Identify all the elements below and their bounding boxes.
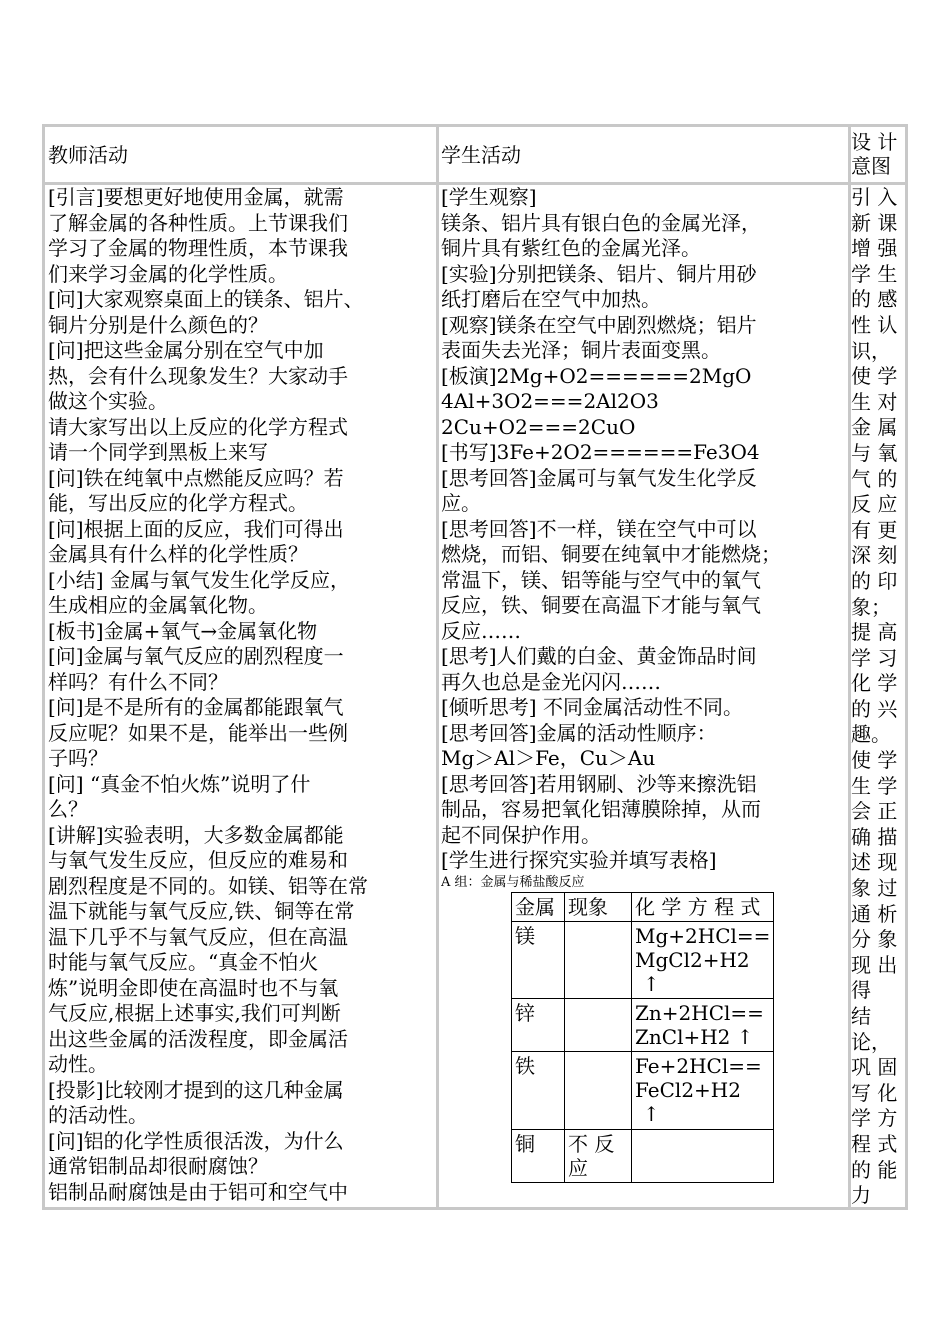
student-line: [实验]分别把镁条、铝片、铜片用砂 <box>441 261 757 286</box>
student-line: [学生进行探究实验并填写表格] <box>441 848 717 872</box>
teacher-line: 了解金属的各种性质。上节课我们 <box>48 210 348 235</box>
design-line: 的 感 <box>851 287 898 312</box>
teacher-line: 能，写出反应的化学方程式。 <box>48 491 308 515</box>
teacher-line: 温下就能与氧气反应,铁、铜等在常 <box>48 899 355 923</box>
design-line: 使 学 <box>851 748 898 773</box>
col-header-phenomenon: 现象 <box>565 893 632 922</box>
design-line: 力 <box>851 1183 871 1207</box>
design-line: 提 高 <box>851 620 898 645</box>
reaction-table-header <box>512 893 774 922</box>
design-line: 学 生 <box>851 261 898 286</box>
teacher-line: [小结] 金属与氧气发生化学反应， <box>48 567 350 592</box>
design-line: 的 兴 <box>851 696 898 721</box>
equation-line: Zn+2HCl== <box>635 1001 764 1025</box>
equation-cell <box>632 922 774 999</box>
equation-cell <box>632 1052 774 1130</box>
design-line: 学 方 <box>851 1106 898 1131</box>
student-line: 燃烧，而铝、铜要在纯氧中才能燃烧； <box>441 542 781 566</box>
teacher-line: [问]是不是所有的金属都能跟氧气 <box>48 695 344 719</box>
teacher-line: 反应呢？如果不是，能举出一些例 <box>48 720 348 745</box>
design-line: 的 能 <box>851 1157 898 1182</box>
equation-line: Fe+2HCl== <box>635 1054 762 1078</box>
design-line: 趣。 <box>851 722 891 747</box>
teacher-line: 铝制品耐腐蚀是由于铝可和空气中 <box>48 1179 348 1204</box>
student-header: 学生活动 <box>441 143 521 167</box>
equation-line: ZnCl+H2 ↑ <box>635 1025 754 1049</box>
reaction-table <box>511 892 774 1183</box>
teacher-line: 样吗？有什么不同？ <box>48 669 228 694</box>
student-line: 镁条、铝片具有银白色的金属光泽， <box>441 210 761 235</box>
design-line: 程 式 <box>851 1131 898 1156</box>
teacher-line: 请大家写出以上反应的化学方程式 <box>48 414 348 439</box>
teacher-line: [问] “真金不怕火炼”说明了什 <box>48 771 311 796</box>
teacher-line: [问]把这些金属分别在空气中加 <box>48 338 324 362</box>
student-line: [思考回答]若用钢刷、沙等来擦洗铝 <box>441 771 757 796</box>
metal-cell: 锌 <box>512 999 565 1052</box>
design-line: 增 强 <box>851 236 898 261</box>
design-line: 现 出 <box>851 952 898 977</box>
teacher-line: [问]铝的化学性质很活泼，为什么 <box>48 1128 344 1153</box>
design-line: 象 过 <box>851 876 898 901</box>
teacher-line: 子吗？ <box>48 746 108 770</box>
design-line: 使 学 <box>851 364 898 389</box>
student-line: 制品，容易把氧化铝薄膜除掉，从而 <box>441 797 761 821</box>
design-header-line: 设 计 <box>851 130 898 154</box>
design-line: 写 化 <box>851 1080 898 1105</box>
metal-cell: 镁 <box>512 922 565 999</box>
design-line: 化 学 <box>851 671 898 696</box>
design-header-line: 意图 <box>851 154 891 178</box>
student-line: 应。 <box>441 491 481 515</box>
design-header <box>851 130 906 178</box>
design-line: 性 认 <box>851 312 898 337</box>
teacher-line: 温下几乎不与氧气反应，但在高温 <box>48 924 348 949</box>
design-intent <box>851 185 907 1207</box>
equation-line: Mg+2HCl== <box>635 924 771 948</box>
teacher-line: [板书]金属+氧气→金属氧化物 <box>48 618 318 643</box>
teacher-line: 剧烈程度是不同的。如镁、铝等在常 <box>48 873 368 898</box>
equation-line: ↑ <box>643 1102 660 1126</box>
student-line: [书写]3Fe+2O2======Fe3O4 <box>441 440 760 464</box>
student-text <box>441 185 847 874</box>
design-line: 生 学 <box>851 773 898 798</box>
teacher-line: [投影]比较刚才提到的这几种金属 <box>48 1077 344 1102</box>
design-line: 气 的 <box>851 466 898 491</box>
teacher-line: 热，会有什么现象发生？大家动手 <box>48 363 348 388</box>
teacher-line: 铜片分别是什么颜色的？ <box>48 312 268 337</box>
teacher-line: 么？ <box>48 797 88 821</box>
column-divider <box>436 127 439 1207</box>
student-line: [观察]镁条在空气中剧烈燃烧；铝片 <box>441 312 757 337</box>
teacher-line: 炼”说明金即使在高温时也不与氧 <box>48 975 339 1000</box>
teacher-activities <box>48 185 436 1207</box>
reaction-row <box>512 1052 774 1130</box>
student-line: [学生观察] <box>441 185 537 209</box>
reaction-row <box>512 922 774 999</box>
design-line: 结 <box>851 1004 871 1028</box>
design-line: 识， <box>851 338 891 363</box>
teacher-line: [问]铁在纯氧中点燃能反应吗？若 <box>48 465 344 490</box>
teacher-line: [问]大家观察桌面上的镁条、铝片、 <box>48 287 364 311</box>
student-line: 纸打磨后在空气中加热。 <box>441 287 661 311</box>
reaction-row <box>512 1130 774 1183</box>
phenomenon-cell <box>565 922 632 999</box>
teacher-line: 们来学习金属的化学性质。 <box>48 261 288 286</box>
design-line: 分 象 <box>851 927 898 952</box>
phenomenon-cell <box>565 1052 632 1130</box>
design-line: 象； <box>851 594 891 619</box>
design-line: 巩 固 <box>851 1055 898 1080</box>
teacher-line: 生成相应的金属氧化物。 <box>48 593 268 617</box>
table-caption: A 组：金属与稀盐酸反应 <box>441 874 585 890</box>
student-line: 常温下，镁、铝等能与空气中的氧气 <box>441 567 761 592</box>
student-line: 4Al+3O2===2Al2O3 <box>441 389 659 413</box>
design-line: 与 氧 <box>851 440 898 465</box>
equation-line: ↑ <box>643 972 660 996</box>
equation-line: MgCl2+H2 <box>635 948 750 972</box>
teacher-header: 教师活动 <box>48 143 128 167</box>
teacher-line: 通常铝制品却很耐腐蚀？ <box>48 1154 268 1178</box>
teacher-line: [讲解]实验表明，大多数金属都能 <box>48 822 344 847</box>
teacher-line: 金属具有什么样的化学性质？ <box>48 542 308 566</box>
student-line: Mg＞Al＞Fe，Cu＞Au <box>441 746 656 770</box>
student-line: [倾听思考] 不同金属活动性不同。 <box>441 695 743 719</box>
teacher-line: 气反应,根据上述事实,我们可判断 <box>48 1001 341 1025</box>
col-header-metal: 金属 <box>512 893 565 922</box>
design-line: 会 正 <box>851 799 898 824</box>
student-line: 再久也总是金光闪闪…… <box>441 669 661 694</box>
phenomenon-cell: 不 反 应 <box>565 1130 632 1183</box>
lesson-table <box>42 124 908 1210</box>
equation-cell <box>632 999 774 1052</box>
student-line: [思考回答]不一样，镁在空气中可以 <box>441 516 757 541</box>
student-line: 起不同保护作用。 <box>441 822 601 847</box>
equation-cell <box>632 1130 774 1183</box>
phenomenon-cell <box>565 999 632 1052</box>
design-line: 论， <box>851 1029 891 1054</box>
student-line: [思考回答]金属可与氧气发生化学反 <box>441 465 757 490</box>
design-line: 引 入 <box>851 185 898 209</box>
reaction-row <box>512 999 774 1052</box>
teacher-line: [引言]要想更好地使用金属，就需 <box>48 185 344 209</box>
teacher-line: 时能与氧气反应。“真金不怕火 <box>48 950 319 974</box>
teacher-line: 出这些金属的活泼程度，即金属活 <box>48 1026 348 1051</box>
design-line: 得 <box>851 978 871 1003</box>
design-line: 述 现 <box>851 850 898 875</box>
design-line: 反 应 <box>851 492 898 517</box>
teacher-line: 请一个同学到黑板上来写 <box>48 440 268 464</box>
design-line: 的 印 <box>851 568 898 593</box>
equation-line: FeCl2+H2 <box>635 1078 741 1102</box>
student-line: 反应…… <box>441 618 521 643</box>
teacher-line: 学习了金属的物理性质，本节课我 <box>48 236 348 260</box>
design-line: 生 对 <box>851 389 898 414</box>
student-line: 2Cu+O2===2CuO <box>441 414 636 439</box>
design-line: 确 描 <box>851 824 898 849</box>
student-line: 表面失去光泽；铜片表面变黑。 <box>441 338 721 362</box>
col-header-equation: 化 学 方 程 式 <box>632 893 774 922</box>
design-line: 有 更 <box>851 517 898 542</box>
student-line: 反应，铁、铜要在高温下才能与氧气 <box>441 593 761 617</box>
student-line: [思考回答]金属的活动性顺序： <box>441 720 717 745</box>
teacher-line: [问]金属与氧气反应的剧烈程度一 <box>48 644 344 668</box>
design-line: 通 析 <box>851 901 898 926</box>
student-line: 铜片具有紫红色的金属光泽。 <box>441 236 701 260</box>
teacher-line: 动性。 <box>48 1052 108 1076</box>
design-line: 学 习 <box>851 645 898 670</box>
teacher-line: [问]根据上面的反应，我们可得出 <box>48 516 344 541</box>
teacher-line: 做这个实验。 <box>48 389 168 413</box>
teacher-line: 的活动性。 <box>48 1103 148 1127</box>
design-line: 金 属 <box>851 415 898 440</box>
metal-cell: 铁 <box>512 1052 565 1130</box>
design-line: 深 刻 <box>851 543 898 568</box>
student-line: [思考]人们戴的白金、黄金饰品时间 <box>441 644 757 668</box>
metal-cell: 铜 <box>512 1130 565 1183</box>
student-line: [板演]2Mg+O2======2MgO <box>441 363 752 388</box>
design-line: 新 课 <box>851 210 898 235</box>
teacher-line: 与氧气发生反应，但反应的难易和 <box>48 848 348 872</box>
